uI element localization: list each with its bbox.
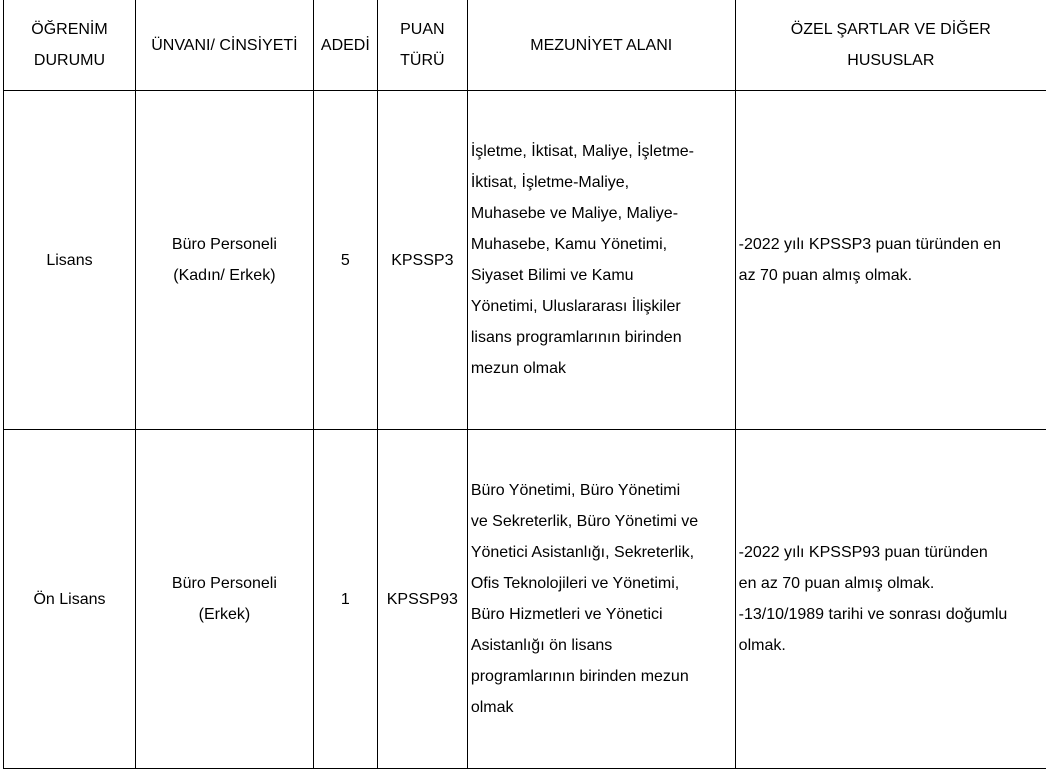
header-cell-ogrenim: ÖĞRENİM DURUMU: [4, 0, 136, 91]
cell-ogrenim: Ön Lisans: [4, 430, 136, 769]
header-cell-sartlar: ÖZEL ŞARTLAR VE DİĞER HUSUSLAR: [735, 0, 1046, 91]
cell-unvan: Büro Personeli (Kadın/ Erkek): [135, 91, 313, 430]
cell-puan: KPSSP3: [377, 91, 467, 430]
cell-sartlar: -2022 yılı KPSSP93 puan türünden en az 70 puan almış olmak. -13/10/1989 tarihi ve sonrası doğumlu olmak.: [735, 430, 1046, 769]
header-cell-mezuniyet: MEZUNİYET ALANI: [467, 0, 735, 91]
table-row: [4, 430, 1046, 769]
cell-adet: 5: [313, 91, 377, 430]
cell-unvan: Büro Personeli (Erkek): [135, 430, 313, 769]
cell-sartlar: -2022 yılı KPSSP3 puan türünden en az 70 puan almış olmak.: [735, 91, 1046, 430]
cell-mezuniyet: İşletme, İktisat, Maliye, İşletme- İktisat, İşletme-Maliye, Muhasebe ve Maliye, Maliye- Muhasebe, Kamu Yönetimi, Siyaset Bilimi ve Kamu Yönetimi, Uluslararası İlişkiler lisans programlarının birinden mezun olmak: [467, 91, 735, 430]
cell-mezuniyet: Büro Yönetimi, Büro Yönetimi ve Sekreterlik, Büro Yönetimi ve Yönetici Asistanlığı, Sekreterlik, Ofis Teknolojileri ve Yönetimi, Büro Hizmetleri ve Yönetici Asistanlığı ön lisans programlarının birinden mezun olmak: [467, 430, 735, 769]
header-cell-unvan: ÜNVANI/ CİNSİYETİ: [135, 0, 313, 91]
header-cell-adet: ADEDİ: [313, 0, 377, 91]
table-row: [4, 91, 1046, 430]
header-row: [4, 0, 1046, 91]
cell-puan: KPSSP93: [377, 430, 467, 769]
cell-adet: 1: [313, 430, 377, 769]
header-cell-puan: PUAN TÜRÜ: [377, 0, 467, 91]
cell-ogrenim: Lisans: [4, 91, 136, 430]
job-posting-table: [3, 0, 1046, 769]
